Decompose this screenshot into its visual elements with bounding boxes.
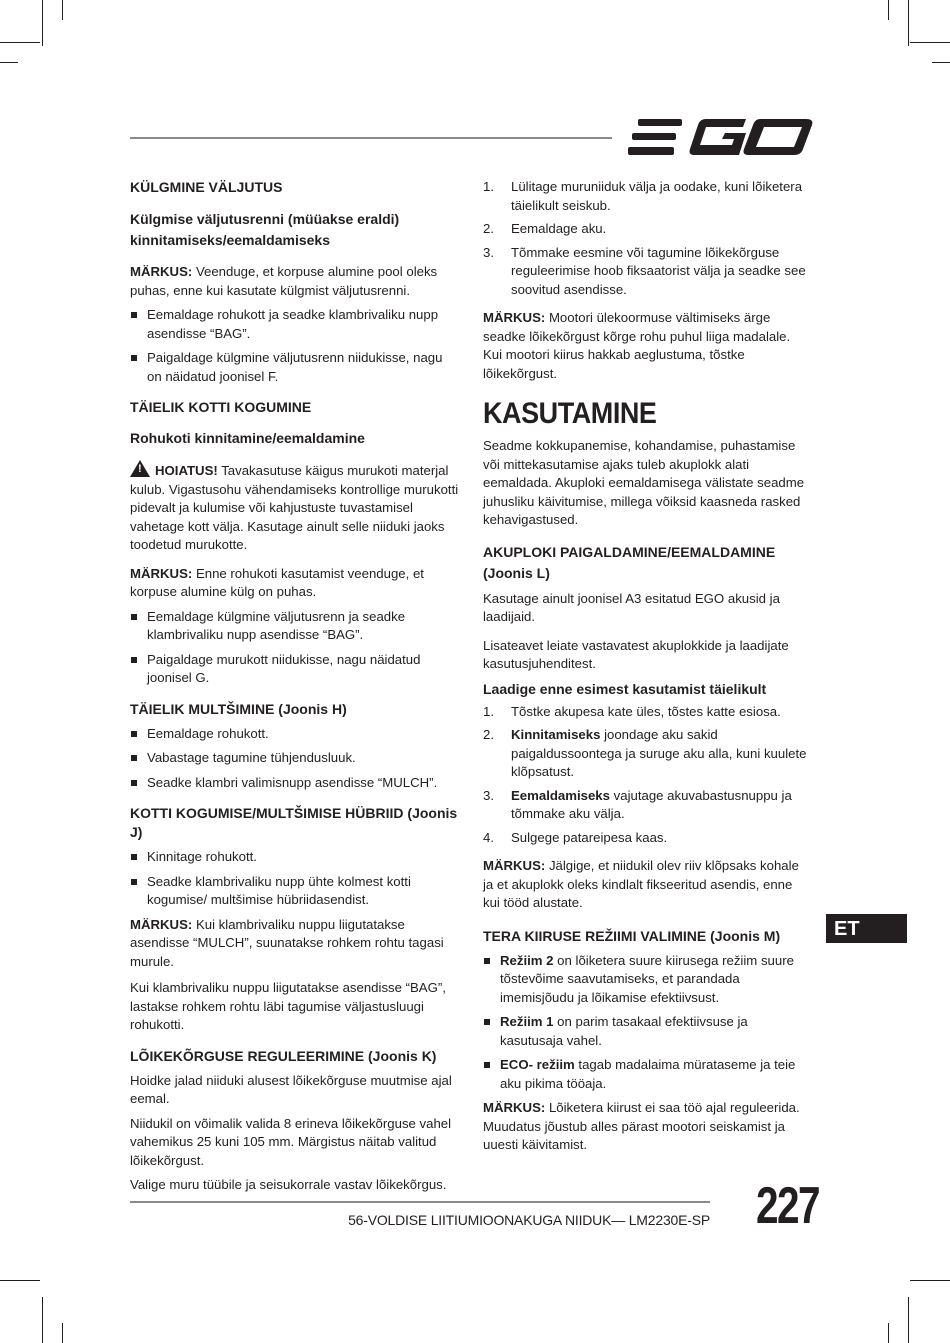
crop-mark [888, 1323, 889, 1343]
crop-mark [0, 42, 40, 43]
list-item: Režiim 2 on lõiketera suure kiirusega režiim suure tõstevõime saavutamiseks, et parandada imemisjõudu ja lõikamise efektiivsust. [483, 952, 811, 1008]
left-column [130, 178, 460, 1201]
section-subheading: Laadige enne esimest kasutamist täielikult [483, 680, 767, 697]
list-item: Seadke klambri valimisnupp asendisse “MULCH”. [130, 774, 460, 793]
note [130, 565, 460, 602]
bullet-list [130, 725, 460, 793]
warning-triangle-icon: ! [130, 460, 150, 477]
page-number: 227 [756, 1177, 819, 1235]
section-heading: TERA KIIRUSE REŽIIMI VALIMINE (Joonis M) [483, 927, 781, 944]
list-item: Eemaldage rohukott. [130, 725, 460, 744]
bullet-list [130, 306, 460, 386]
list-item: 3. Eemaldamiseks vajutage akuvabastusnuppu ja tõmmake aku välja. [483, 787, 792, 821]
chapter-title: KASUTAMINE [483, 397, 657, 430]
note [483, 857, 811, 913]
section-subheading: Külgmise väljutusrenni (müüakse eraldi) kinnitamiseks/eemaldamiseks [130, 211, 400, 248]
warning [130, 460, 460, 555]
note-label: MÄRKUS: [483, 858, 546, 873]
crop-mark [908, 1297, 909, 1343]
note-text: Kui klambrivaliku nuppu liigutatakse asendisse “MULCH”, suunatakse rohkem rohtu tagasi murule. [130, 916, 444, 969]
note-text: Jälgige, et niidukil olev riiv klõpsaks kohale ja et akuplokk oleks kindlalt fikseeritud asendis, enne kui tööd alustate. [483, 858, 799, 910]
list-item: Kinnitage rohukott. [130, 848, 460, 867]
list-item: 3. Tõmmake eesmine või tagumine lõikekõrguse reguleerimise hoob fiksaatorist välja ja seadke see soovitud asendisse. [483, 244, 806, 297]
note-text: Veenduge, et korpuse alumine pool oleks puhas, enne kui kasutate külgmist väljutusrenni. [130, 264, 438, 298]
bullet-list [130, 608, 460, 688]
paragraph: Niidukil on võimalik valida 8 erineva lõikekõrguse vahel vahemikus 25 kuni 105 mm. Märgistus näitab valitud lõikekõrgust. [130, 1115, 452, 1168]
section-subheading: Rohukoti kinnitamine/eemaldamine [130, 430, 365, 446]
bullet-list [483, 952, 811, 1094]
paragraph: Valige muru tüübile ja seisukorrale vastav lõikekõrgus. [130, 1177, 447, 1192]
section-heading: KOTTI KOGUMISE/MULTŠIMISE HÜBRIID (Joonis J) [130, 805, 458, 840]
note-text: Lõiketera kiirust ei saa töö ajal reguleerida. Muudatus jõustub alles pärast mootori seiskamist ja uuesti käivitamist. [483, 1100, 800, 1152]
list-item: Seadke klambrivaliku nupp ühte kolmest kotti kogumise/ multšimise hübriidasendist. [130, 873, 460, 910]
list-item: Paigaldage murukott niidukisse, nagu näidatud joonisel G. [130, 651, 460, 688]
list-item: Paigaldage külgmine väljutusrenn niidukisse, nagu on näidatud joonisel F. [130, 349, 460, 386]
list-item: 2. Kinnitamiseks joondage aku sakid paigaldussoontega ja suruge aku alla, kuni kuulete klõpsatust. [483, 727, 807, 779]
list-item: 2. Eemaldage aku. [483, 221, 607, 236]
note-text: Mootori ülekoormuse vältimiseks ärge seadke lõikekõrgust kõrge rohu puhul liiga madalale. Kui mootori kiirus hakkab aeglustuma, tõstke lõikekõrgust. [483, 310, 791, 381]
note-text: Enne rohukoti kasutamist veenduge, et korpuse alumine külg on puhas. [130, 565, 424, 599]
crop-mark [62, 0, 63, 20]
footer-product-name: 56-VOLDISE LIITIUMIOONAKUGA NIIDUK— LM2230E-SP [348, 1212, 710, 1228]
list-item: 1. Lülitage muruniiduk välja ja oodake, kuni lõiketera täielikult seiskub. [483, 179, 803, 213]
section-heading: LÕIKEKÕRGUSE REGULEERIMINE (Joonis K) [130, 1047, 437, 1064]
note [130, 263, 460, 300]
note [483, 309, 811, 383]
ego-logo [628, 117, 813, 157]
bullet-list [130, 848, 460, 910]
paragraph: Lisateavet leiate vastavatest akuplokkide ja laadijate kasutusjuhenditest. [483, 637, 789, 671]
crop-mark [908, 0, 909, 46]
paragraph: Seadme kokkupanemise, kohandamise, puhastamise või mittekasutamise ajaks tuleb akuplokk alati eemaldada. Akuploki eemaldamisega välistate seadme juhusliku käivitumise, millega võiksid kaasneda rasked kehavigastused. [483, 438, 805, 527]
section-heading: TÄIELIK MULTŠIMINE (Joonis H) [130, 700, 347, 717]
paragraph: Kasutage ainult joonisel A3 esitatud EGO akusid ja laadijaid. [483, 590, 780, 624]
list-item: 4. Sulgege patareipesa kaas. [483, 829, 668, 845]
note-label: MÄRKUS: [130, 264, 193, 279]
list-item: 1. Tõstke akupesa kate üles, tõstes katte esiosa. [483, 703, 781, 719]
warning-label: HOIATUS! [155, 463, 218, 478]
note [130, 916, 460, 972]
note [483, 1099, 811, 1155]
crop-mark [910, 42, 950, 43]
list-item: Režiim 1 on parim tasakaal efektiivsuse ja kasutusaja vahel. [483, 1013, 811, 1050]
list-item: Eemaldage rohukott ja seadke klambrivaliku nupp asendisse “BAG”. [130, 306, 460, 343]
note-label: MÄRKUS: [130, 565, 193, 581]
note-label: MÄRKUS: [483, 1100, 546, 1115]
section-heading: TÄIELIK KOTTI KOGUMINE [130, 399, 312, 415]
crop-mark [42, 1297, 43, 1343]
note-label: MÄRKUS: [483, 310, 546, 325]
header-rule [130, 137, 612, 139]
crop-mark [888, 0, 889, 20]
section-heading: AKUPLOKI PAIGALDAMINE/EEMALDAMINE (Joonis L) [483, 543, 776, 581]
numbered-list [483, 703, 811, 848]
list-item: Vabastage tagumine tühjendusluuk. [130, 749, 460, 768]
crop-mark [0, 62, 18, 63]
crop-mark [42, 0, 43, 46]
paragraph: Hoidke jalad niiduki alusest lõikekõrguse muutmise ajal eemal. [130, 1072, 452, 1106]
numbered-list [483, 178, 811, 299]
note-label: MÄRKUS: [130, 916, 193, 932]
paragraph: Kui klambrivaliku nuppu liigutatakse asendisse “BAG”, lastakse rohkem rohtu läbi tagumise väljastusluugi rohukotti. [130, 980, 446, 1032]
crop-mark [932, 62, 950, 63]
right-column [483, 178, 811, 1161]
footer-rule [130, 1201, 710, 1203]
list-item: ECO- režiim tagab madalaima mürataseme ja teie aku pikima tööaja. [483, 1056, 811, 1093]
crop-mark [910, 1280, 950, 1281]
section-heading: KÜLGMINE VÄLJUTUS [130, 179, 283, 195]
language-tab: ET [826, 914, 907, 943]
crop-mark [62, 1323, 63, 1343]
list-item: Eemaldage külgmine väljutusrenn ja seadke klambrivaliku nupp asendisse “BAG”. [130, 608, 460, 645]
crop-mark [0, 1280, 40, 1281]
warning-text: Tavakasutuse käigus murukoti materjal kulub. Vigastusohu vähendamiseks kontrollige murukotti pidevalt ja kulumise või kahjustuste tuvastamisel vahetage kott välja. Kasutage ainult selle niiduki jaoks toodetud murukotte. [130, 463, 459, 552]
